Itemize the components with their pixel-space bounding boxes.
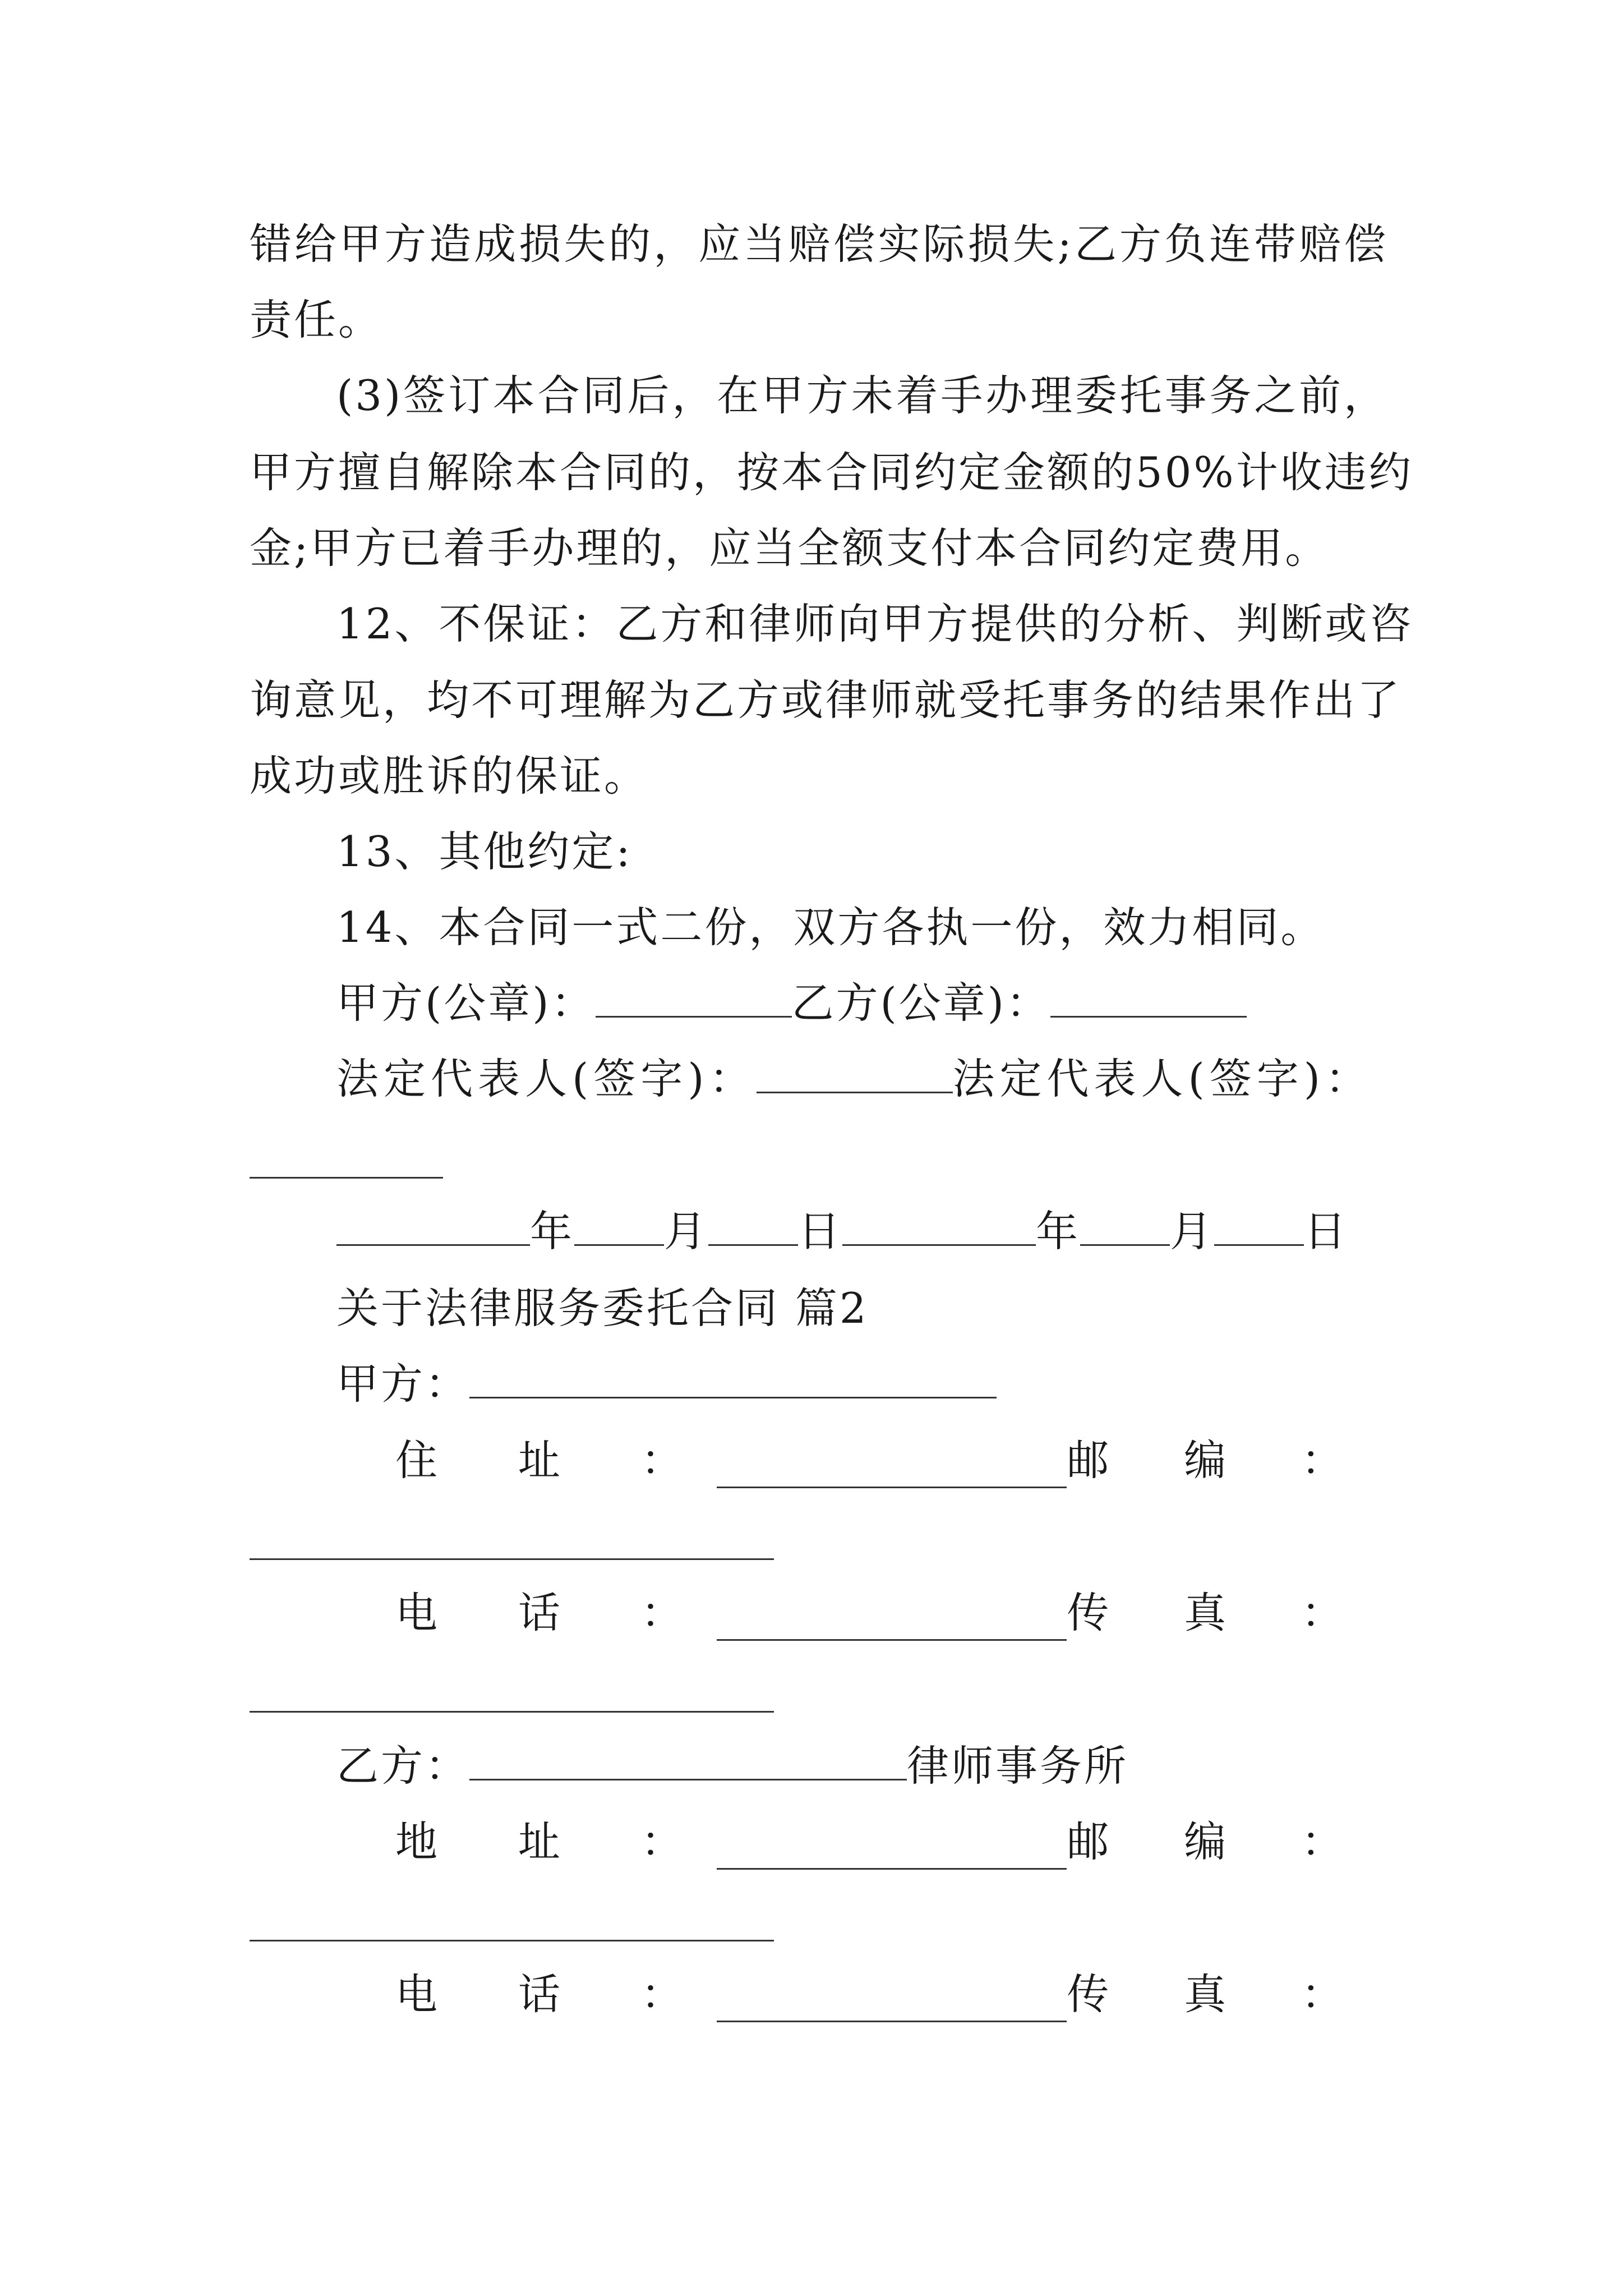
legal-rep-row bbox=[336, 1051, 1388, 1107]
party-a-seal-blank bbox=[596, 977, 792, 1018]
party-b-legal-rep-blank bbox=[250, 1177, 443, 1179]
law-firm-label: 律师事务所 bbox=[907, 1741, 1129, 1791]
postcode-b-label: 邮 编 ： bbox=[1067, 1817, 1374, 1866]
paragraph-line: 13、其他约定: bbox=[336, 827, 633, 876]
party-a-blank bbox=[469, 1358, 997, 1398]
phone-b-label: 电 话 ： bbox=[395, 1970, 717, 2019]
address-row-b bbox=[395, 1814, 1374, 1870]
seal-row bbox=[336, 975, 1388, 1031]
address-a-label: 住 址 ： bbox=[395, 1435, 717, 1485]
party-b-legal-rep-label: 法定代表人(签字)： bbox=[952, 1054, 1373, 1103]
paragraph-line: 责任。 bbox=[250, 295, 383, 344]
month-blank bbox=[574, 1205, 664, 1246]
paragraph-line: 错给甲方造成损失的，应当赔偿实际损失;乙方负连带赔偿 bbox=[250, 219, 1388, 269]
month-blank bbox=[1080, 1205, 1170, 1246]
paragraph-line: 14、本合同一式二份，双方各执一份，效力相同。 bbox=[336, 903, 1325, 952]
month-label: 月 bbox=[664, 1207, 709, 1256]
party-a-row bbox=[336, 1356, 1388, 1412]
paragraph-line: 成功或胜诉的保证。 bbox=[250, 751, 649, 800]
address-b-blank bbox=[717, 1829, 1067, 1870]
paragraph-line: (3)签订本合同后，在甲方未着手办理委托事务之前， bbox=[336, 371, 1388, 420]
postcode-a-label: 邮 编 ： bbox=[1067, 1435, 1374, 1485]
paragraph-line: 询意见，均不可理解为乙方或律师就受托事务的结果作出了 bbox=[250, 675, 1402, 725]
paragraph-line: 金;甲方已着手办理的，应当全额支付本合同约定费用。 bbox=[250, 523, 1330, 573]
address-row-a bbox=[395, 1432, 1374, 1488]
party-b-blank bbox=[469, 1740, 907, 1780]
address-a-blank bbox=[717, 1447, 1067, 1488]
day-blank bbox=[1214, 1205, 1304, 1246]
fax-b-label: 传 真 ： bbox=[1067, 1970, 1374, 2019]
party-b-seal-blank bbox=[1050, 977, 1247, 1018]
day-label: 日 bbox=[798, 1207, 843, 1256]
party-a-seal-label: 甲方(公章)： bbox=[336, 978, 596, 1028]
postcode-a-blank bbox=[250, 1558, 774, 1560]
day-blank bbox=[708, 1205, 798, 1246]
paragraph-line: 甲方擅自解除本合同的，按本合同约定金额的50%计收违约 bbox=[250, 448, 1413, 497]
date-row bbox=[336, 1203, 1388, 1259]
address-b-label: 地 址 ： bbox=[395, 1817, 717, 1866]
phone-row-b bbox=[395, 1966, 1374, 2022]
party-a-legal-rep-label: 法定代表人(签字)： bbox=[336, 1054, 757, 1103]
party-a-label: 甲方： bbox=[336, 1359, 470, 1409]
paragraph-line: 12、不保证：乙方和律师向甲方提供的分析、判断或咨 bbox=[336, 599, 1414, 648]
phone-b-blank bbox=[717, 1981, 1067, 2022]
month-label: 月 bbox=[1170, 1207, 1215, 1256]
day-label: 日 bbox=[1304, 1207, 1349, 1256]
postcode-b-blank bbox=[250, 1940, 774, 1941]
fax-a-label: 传 真 ： bbox=[1067, 1588, 1374, 1637]
party-b-label: 乙方： bbox=[336, 1741, 470, 1791]
year-blank bbox=[842, 1205, 1036, 1246]
party-a-legal-rep-blank bbox=[757, 1052, 953, 1093]
party-b-seal-label: 乙方(公章)： bbox=[791, 978, 1051, 1028]
fax-a-blank bbox=[250, 1711, 774, 1713]
phone-a-blank bbox=[717, 1600, 1067, 1641]
section-title: 关于法律服务委托合同 篇2 bbox=[336, 1283, 869, 1333]
phone-a-label: 电 话 ： bbox=[395, 1588, 717, 1637]
year-label: 年 bbox=[530, 1207, 575, 1256]
party-b-row bbox=[336, 1738, 1388, 1794]
phone-row-a bbox=[395, 1585, 1374, 1641]
year-label: 年 bbox=[1036, 1207, 1081, 1256]
year-blank bbox=[336, 1205, 530, 1246]
